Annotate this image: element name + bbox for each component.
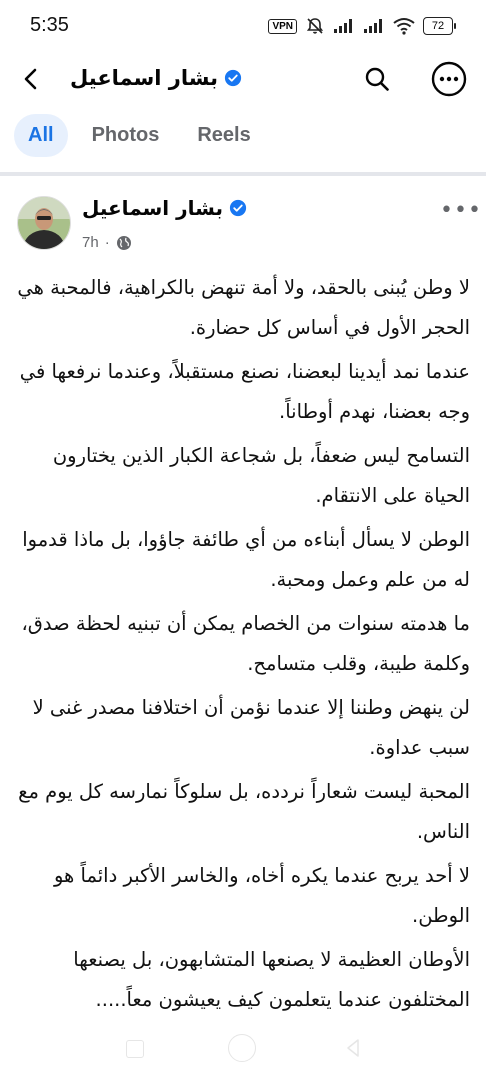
post-paragraph: لا وطن يُبنى بالحقد، ولا أمة تنهض بالكراهية، فالمحبة هي الحجر الأول في أساس كل حضارة. xyxy=(17,276,470,339)
post-author[interactable] xyxy=(82,196,247,220)
more-button[interactable] xyxy=(430,60,468,98)
post-paragraph: الأوطان العظيمة لا يصنعها المتشابهون، بل يصنعها المختلفون عندما يتعلمون كيف يعيشون معاً..... xyxy=(73,948,470,1011)
status-time: 5:35 xyxy=(30,14,69,36)
post-paragraph: الوطن لا يسأل أبناءه من أي طائفة جاؤوا، بل ماذا قدموا له من علم وعمل ومحبة. xyxy=(22,528,470,591)
post-time[interactable]: 7h xyxy=(82,234,99,251)
post-paragraph: المحبة ليست شعاراً نردده، بل سلوكاً نمارسه كل يوم مع الناس. xyxy=(18,780,470,843)
back-icon[interactable] xyxy=(344,1038,362,1058)
post-paragraph: التسامح ليس ضعفاً، بل شجاعة الكبار الذين يختارون الحياة على الانتقام. xyxy=(52,444,470,507)
post-author-name: بشار اسماعيل xyxy=(82,196,223,220)
post-text xyxy=(10,268,470,1024)
avatar[interactable] xyxy=(17,196,71,250)
bell-off-icon xyxy=(305,16,325,36)
filter-tabs xyxy=(14,110,265,160)
back-arrow-icon xyxy=(21,67,41,91)
signal-icon xyxy=(333,18,355,34)
system-nav-bar xyxy=(0,1030,486,1070)
post-meta xyxy=(82,234,132,251)
tab-reels[interactable]: Reels xyxy=(197,123,251,146)
back-button[interactable] xyxy=(14,62,48,96)
tab-photos[interactable]: Photos xyxy=(91,123,160,146)
globe-icon xyxy=(116,235,132,251)
home-icon[interactable] xyxy=(228,1034,256,1062)
battery-level: 72 xyxy=(423,17,453,35)
recents-icon[interactable] xyxy=(126,1040,144,1058)
post-paragraph: لن ينهض وطننا إلا عندما نؤمن أن اختلافنا مصدر غنى لا سبب عداوة. xyxy=(32,696,470,759)
profile-header xyxy=(0,54,486,104)
search-icon xyxy=(364,66,390,92)
meta-separator: · xyxy=(104,234,110,251)
header-title[interactable] xyxy=(70,66,242,90)
more-icon xyxy=(430,60,468,98)
status-icons xyxy=(268,16,456,36)
post-paragraph: عندما نمد أيدينا لبعضنا، نصنع مستقبلاً، وعندما نرفعها في وجه بعضنا، نهدم أوطاناً. xyxy=(19,360,470,423)
wifi-icon xyxy=(393,17,415,35)
status-bar xyxy=(0,0,486,54)
post-paragraph: لا أحد يربح عندما يكره أخاه، والخاسر الأكبر دائماً هو الوطن. xyxy=(53,864,470,927)
battery-icon xyxy=(423,17,456,35)
search-button[interactable] xyxy=(360,62,394,96)
header-name: بشار اسماعيل xyxy=(70,66,219,90)
more-horizontal-icon: ••• xyxy=(440,198,482,223)
verified-icon xyxy=(229,199,247,217)
vpn-icon: VPN xyxy=(268,19,297,34)
post-more-button[interactable] xyxy=(440,198,482,223)
tab-all[interactable]: All xyxy=(14,114,68,157)
verified-icon xyxy=(224,69,242,87)
signal-icon xyxy=(363,18,385,34)
section-divider xyxy=(0,172,486,176)
post-paragraph: ما هدمته سنوات من الخصام يمكن أن تبنيه لحظة صدق، وكلمة طيبة، وقلب متسامح. xyxy=(21,612,470,675)
